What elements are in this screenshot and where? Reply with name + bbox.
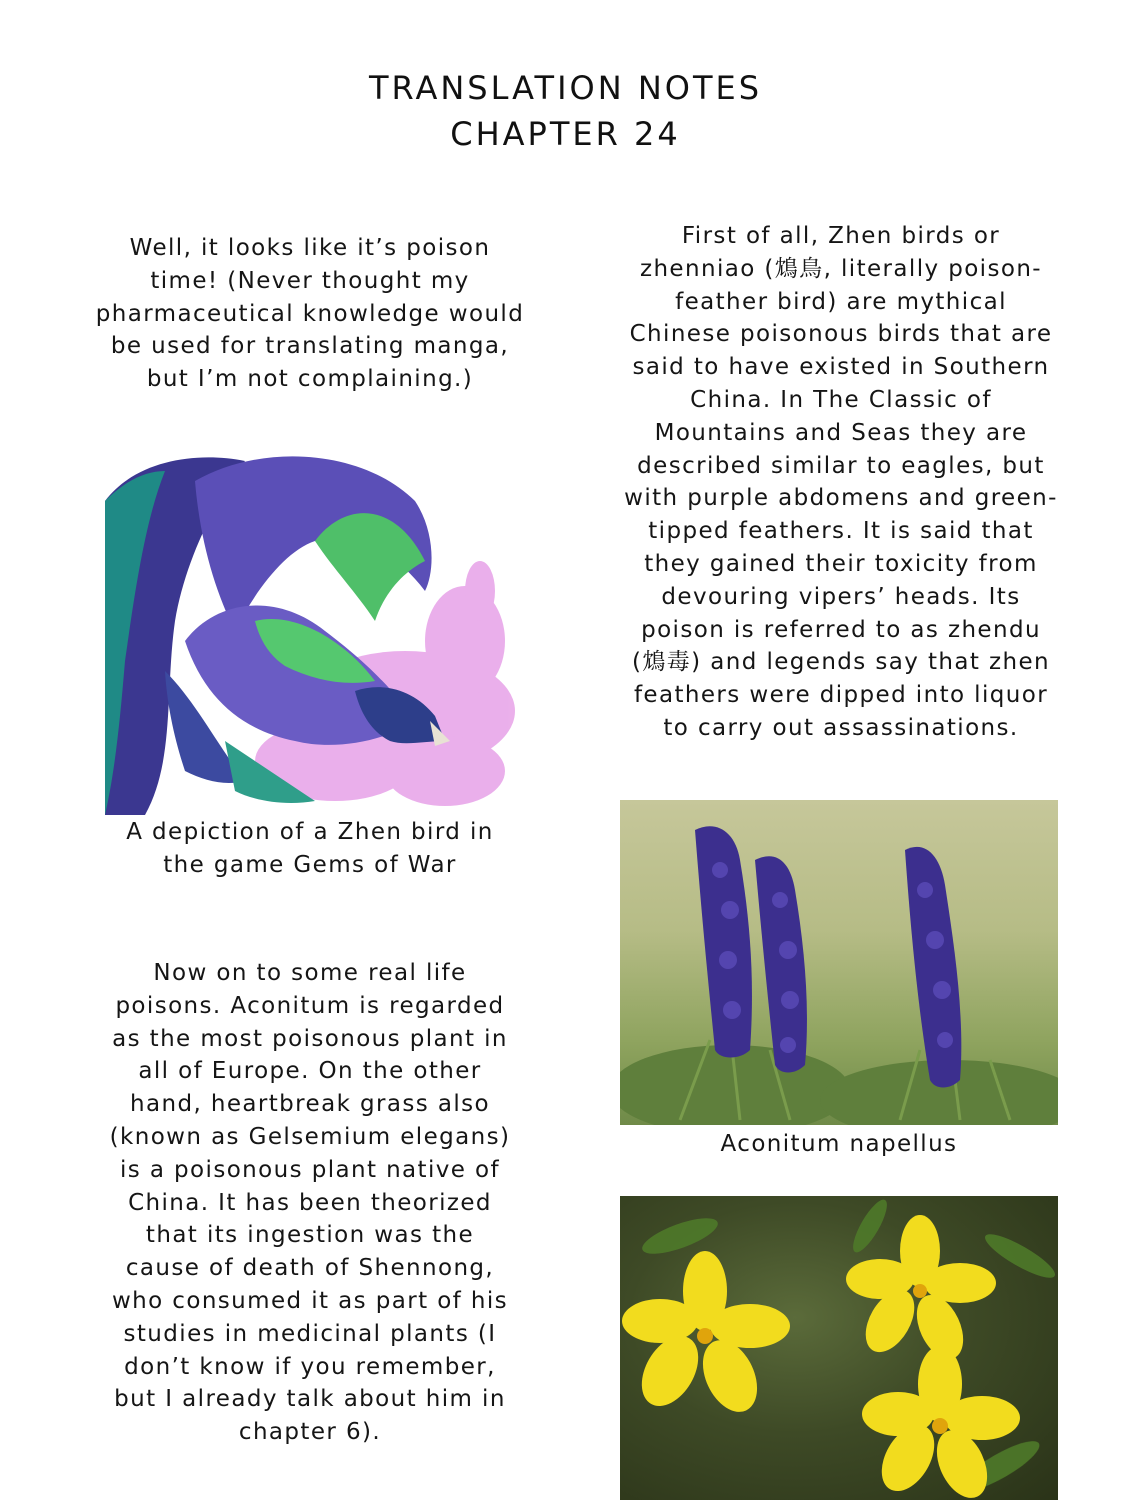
intro-paragraph: Well, it looks like it’s poison time! (Never thought my pharmaceutical knowledge would be used for translating manga, but I’m not complaining.) [95,235,525,393]
aconitum-image [620,800,1058,1125]
bird-caption: A depiction of a Zhen bird in the game Gems of War [126,819,494,878]
aconitum-caption: Aconitum napellus [720,1131,958,1157]
page-title: TRANSLATION NOTES [368,69,763,107]
zhen-bird-image [105,441,515,815]
poisons-paragraph: Now on to some real life poisons. Aconitum is regarded as the most poisonous plant in all of Europe. On the other hand, heartbreak grass also (known as Gelsemium elegans) is a poisonous plant native of China. It has been theorized that its ingestion was the cause of death of Shennong, who consumed it as part of his studies in medicinal plants (I don’t know if you remember, but I already talk about him in chapter 6). [109,960,511,1446]
gelsemium-image [620,1196,1058,1500]
zhen-bird-paragraph: First of all, Zhen birds or zhenniao (鴆鳥, literally poison- feather bird) are mythical Chinese poisonous birds that are said to have existed in Southern China. In The Classic of Mountains and Seas they are described similar to eagles, but with purple abdomens and green- tipped feathers. It is said that they gained their toxicity from devouring vipers’ heads. Its poison is referred to as zhendu (鴆毒) and legends say that zhen feathers were dipped into liquor to carry out assassinations. [624,223,1058,741]
chapter-subtitle: CHAPTER 24 [450,115,681,153]
